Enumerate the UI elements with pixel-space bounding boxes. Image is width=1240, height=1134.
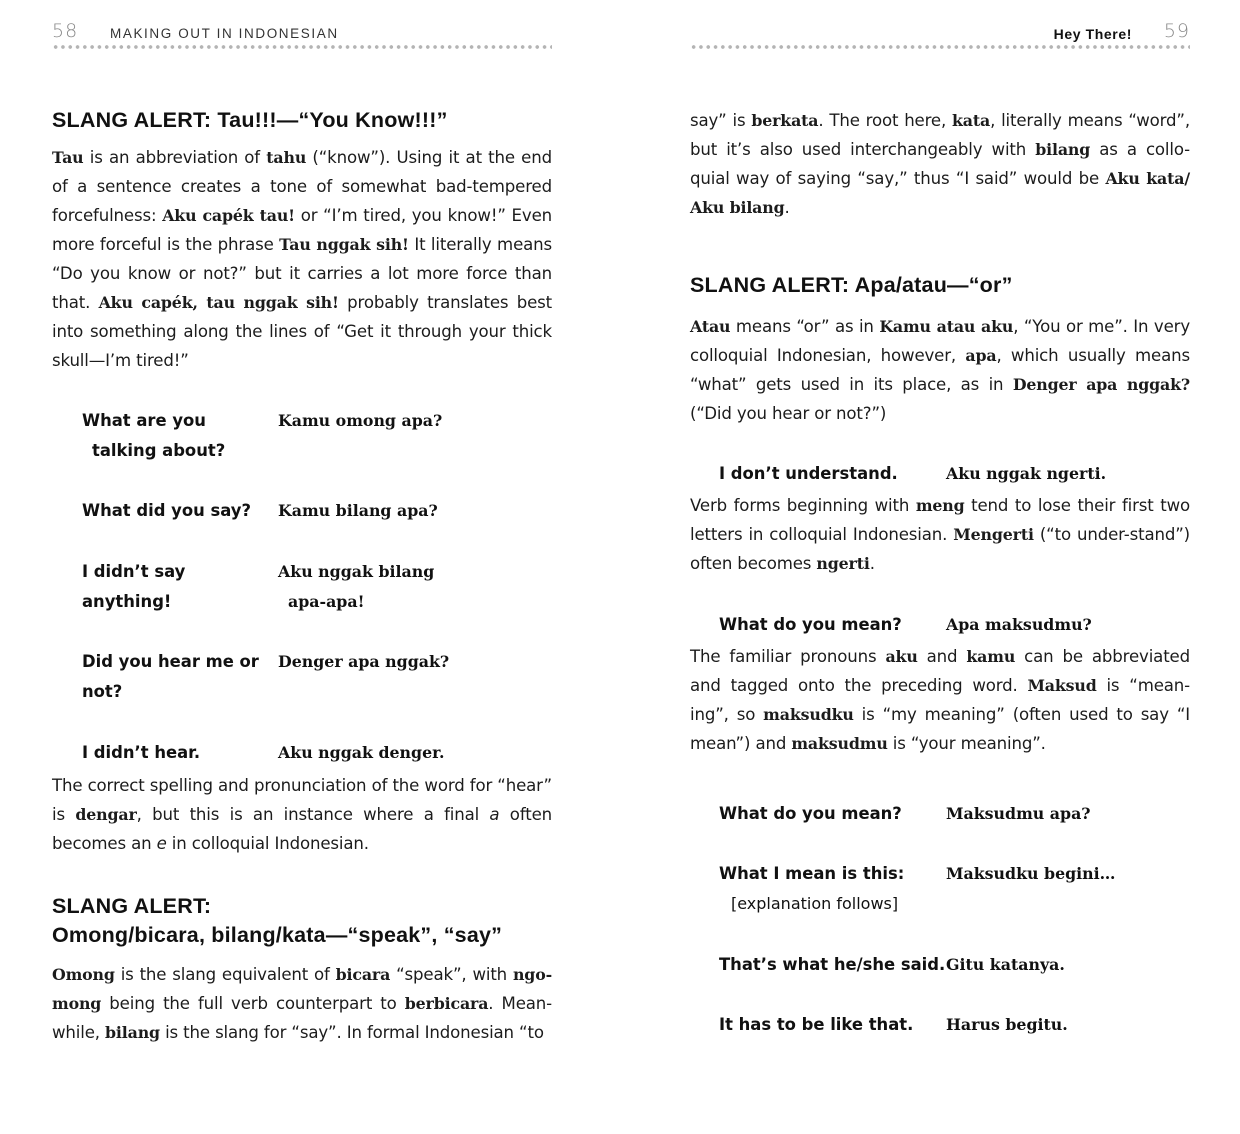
phrase-indonesian: Kamu omong apa? (278, 411, 443, 430)
phrase-indonesian: Apa maksudmu? (946, 615, 1092, 634)
dotted-rule (52, 43, 552, 51)
phrase-indonesian: Aku nggak denger. (278, 743, 445, 762)
right-content (690, 106, 1190, 1040)
phrase-english: Did you hear me or not? (82, 652, 259, 701)
phrase-row (52, 738, 552, 768)
paragraph: The correct spelling and pronunciation of the word for “hear” is dengar, but this is an instance where a final a often becomes an e in colloquial Indonesian. (52, 776, 552, 853)
paragraph: The familiar pronouns aku and kamu can be abbreviated and tagged onto the preceding word. Maksud is “mean-ing”, so maksudku is “my meaning” (often used to say “I mean”) and maksudmu is “your meaning”. (690, 647, 1191, 753)
paragraph: Atau means “or” as in Kamu atau aku, “You or me”. In very colloquial Indonesian, however, apa, which usually means “what” gets used in its place, as in Denger apa nggak? (“Did you hear or not?”) (690, 317, 1191, 423)
phrase-english: That’s what he/she said. (719, 955, 946, 974)
section-heading: SLANG ALERT: Apa/atau—“or” (690, 273, 1013, 297)
phrase-row (690, 610, 1190, 640)
phrase-row (690, 859, 1190, 919)
phrase-row (690, 459, 1190, 489)
phrase-indonesian: Kamu bilang apa? (278, 501, 438, 520)
phrase-english: What I mean is this: (719, 864, 905, 883)
phrase-indonesian: Denger apa nggak? (278, 652, 450, 671)
phrase-row (52, 496, 552, 526)
phrase-english: It has to be like that. (719, 1015, 914, 1034)
phrase-row (690, 1010, 1190, 1040)
phrase-english: What are you (82, 411, 206, 430)
page-number: 59 (1163, 20, 1190, 42)
right-page (690, 0, 1190, 1134)
left-content (52, 106, 552, 1047)
phrase-indonesian: Maksudmu apa? (946, 804, 1091, 823)
phrase-indonesian: Aku nggak ngerti. (946, 464, 1107, 483)
running-title: Hey There! (1053, 26, 1132, 42)
paragraph: Verb forms beginning with meng tend to lose their first two letters in colloquial Indonesian. Mengerti (“to under-stand”) often becomes ngerti. (690, 496, 1190, 573)
phrase-row (52, 406, 552, 466)
phrase-indonesian: Aku nggak bilang (278, 562, 435, 581)
phrase-row (52, 557, 552, 617)
phrase-english-cont: talking about? (92, 441, 226, 460)
phrase-indonesian: Gitu katanya. (946, 955, 1065, 974)
paragraph: say” is berkata. The root here, kata, literally means “word”, but it’s also used interchangeably with bilang as a collo-quial way of saying “say,” thus “I said” would be Aku kata/ Aku bilang. (690, 111, 1191, 217)
phrase-indonesian: Maksudku begini… (946, 864, 1116, 883)
paragraph: Tau is an abbreviation of tahu (“know”). Using it at the end of a sentence creates a tone of somewhat bad-tempered forcefulness: Aku capék tau! or “I’m tired, you know!” Even more forceful is the phrase Tau nggak sih! It literally means “Do you know or not?” but it carries a lot more force than that. Aku capék, tau nggak sih! probably translates best into something along the lines of “Get it through your thick skull—I’m tired!” (52, 148, 553, 370)
phrase-row (690, 799, 1190, 829)
phrase-english: What do you mean? (719, 804, 902, 823)
phrase-english: What do you mean? (719, 615, 902, 634)
phrase-english: I didn’t hear. (82, 743, 201, 762)
phrase-note: [explanation follows] (731, 894, 899, 913)
running-title: MAKING OUT IN INDONESIAN (110, 26, 339, 41)
phrase-english: I don’t understand. (719, 464, 898, 483)
phrase-row (52, 647, 552, 707)
phrase-list (690, 799, 1190, 1040)
phrase-indonesian-cont: apa-apa! (288, 592, 365, 611)
phrase-english: What did you say? (82, 501, 251, 520)
phrase-row (690, 950, 1190, 980)
section-heading: SLANG ALERT: Tau!!!—“You Know!!!” (52, 108, 448, 132)
phrase-indonesian: Harus begitu. (946, 1015, 1068, 1034)
paragraph: Omong is the slang equivalent of bicara “speak”, with ngo-mong being the full verb counterpart to berbicara. Mean-while, bilang is the slang for “say”. In formal Indonesian “to (52, 965, 552, 1042)
phrase-english: I didn’t say anything! (82, 562, 186, 611)
dotted-rule (690, 43, 1190, 51)
phrase-list (52, 406, 552, 768)
section-heading: SLANG ALERT: Omong/bicara, bilang/kata—“speak”, “say” (52, 894, 503, 947)
page-number: 58 (52, 20, 79, 42)
left-page (52, 0, 552, 1134)
